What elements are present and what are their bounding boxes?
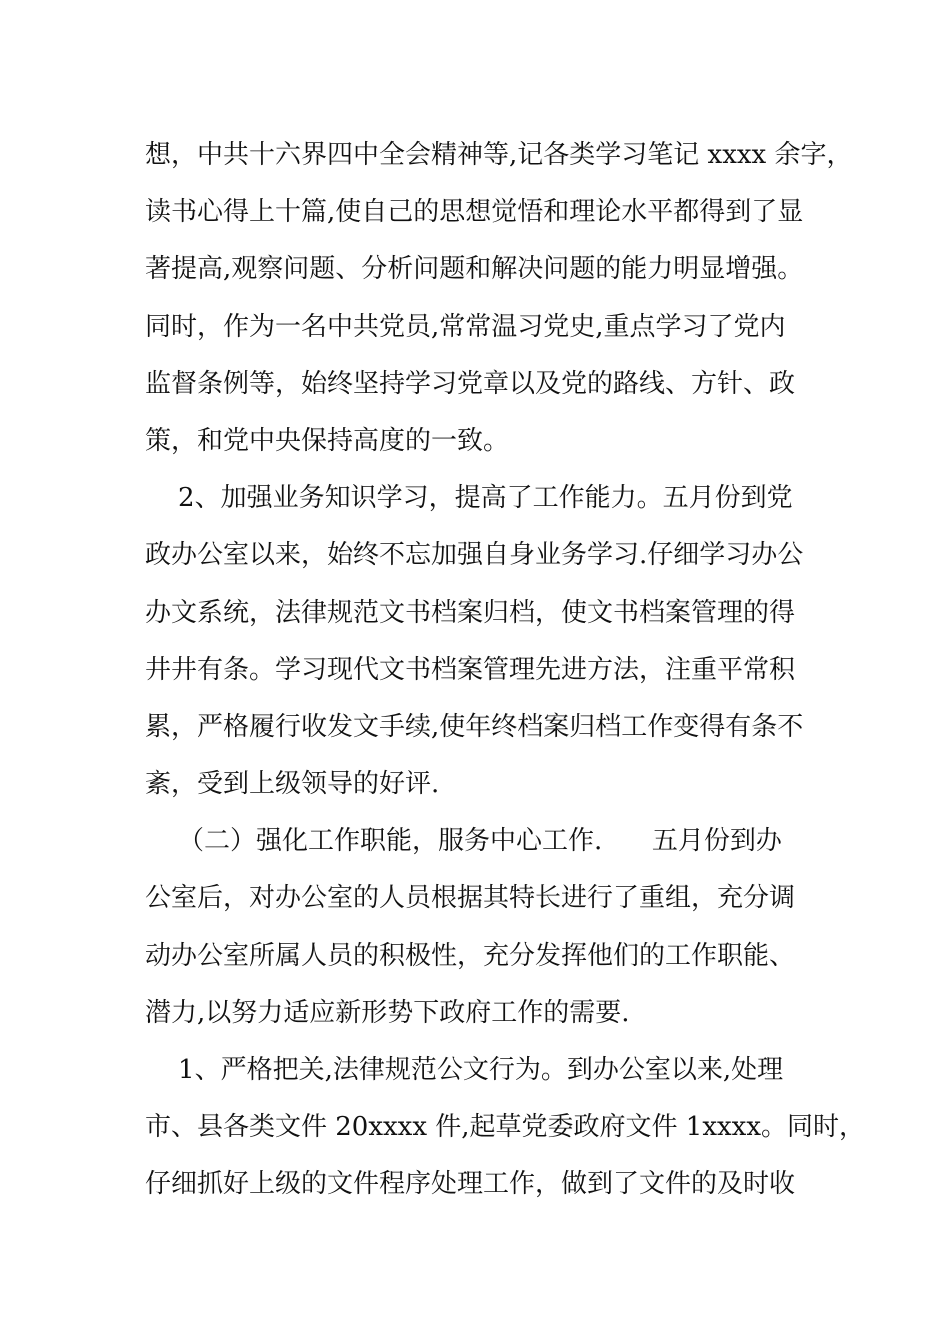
text-line: 累，严格履行收发文手续,使年终档案归档工作变得有条不 <box>145 711 804 742</box>
text-line: 策，和党中央保持高度的一致。 <box>145 425 510 456</box>
text-line: 1、严格把关,法律规范公文行为。到办公室以来,处理 <box>145 1055 784 1085</box>
text-line: 同时，作为一名中共党员,常常温习党史,重点学习了党内 <box>145 311 786 342</box>
text-line: 紊，受到上级领导的好评. <box>145 769 440 800</box>
text-line: 著提高,观察问题、分析问题和解决问题的能力明显增强。 <box>145 254 804 285</box>
text-line: 仔细抓好上级的文件程序处理工作，做到了文件的及时收 <box>145 1169 796 1200</box>
text-line: 办文系统，法律规范文书档案归档，使文书档案管理的得 <box>145 597 796 628</box>
text-line: 井井有条。学习现代文书档案管理先进方法，注重平常积 <box>145 654 796 685</box>
text-line: （二）强化工作职能，服务中心工作. 五月份到办 <box>145 826 782 857</box>
text-line: 市、县各类文件 20xxxx 件,起草党委政府文件 1xxxx。同时， <box>145 1112 865 1143</box>
text-line: 想，中共十六界四中全会精神等,记各类学习笔记 xxxx 余字， <box>145 140 853 170</box>
text-line: 潜力,以努力适应新形势下政府工作的需要. <box>145 997 630 1028</box>
text-line: 2、加强业务知识学习，提高了工作能力。五月份到党 <box>145 483 793 514</box>
text-line: 公室后，对办公室的人员根据其特长进行了重组，充分调 <box>145 883 796 914</box>
text-line: 动办公室所属人员的积极性，充分发挥他们的工作职能、 <box>145 940 796 971</box>
text-line: 政办公室以来，始终不忘加强自身业务学习.仔细学习办公 <box>145 540 804 571</box>
text-line: 监督条例等，始终坚持学习党章以及党的路线、方针、政 <box>145 368 796 399</box>
body-text <box>145 127 865 1214</box>
text-line: 读书心得上十篇,使自己的思想觉悟和理论水平都得到了显 <box>145 197 804 228</box>
